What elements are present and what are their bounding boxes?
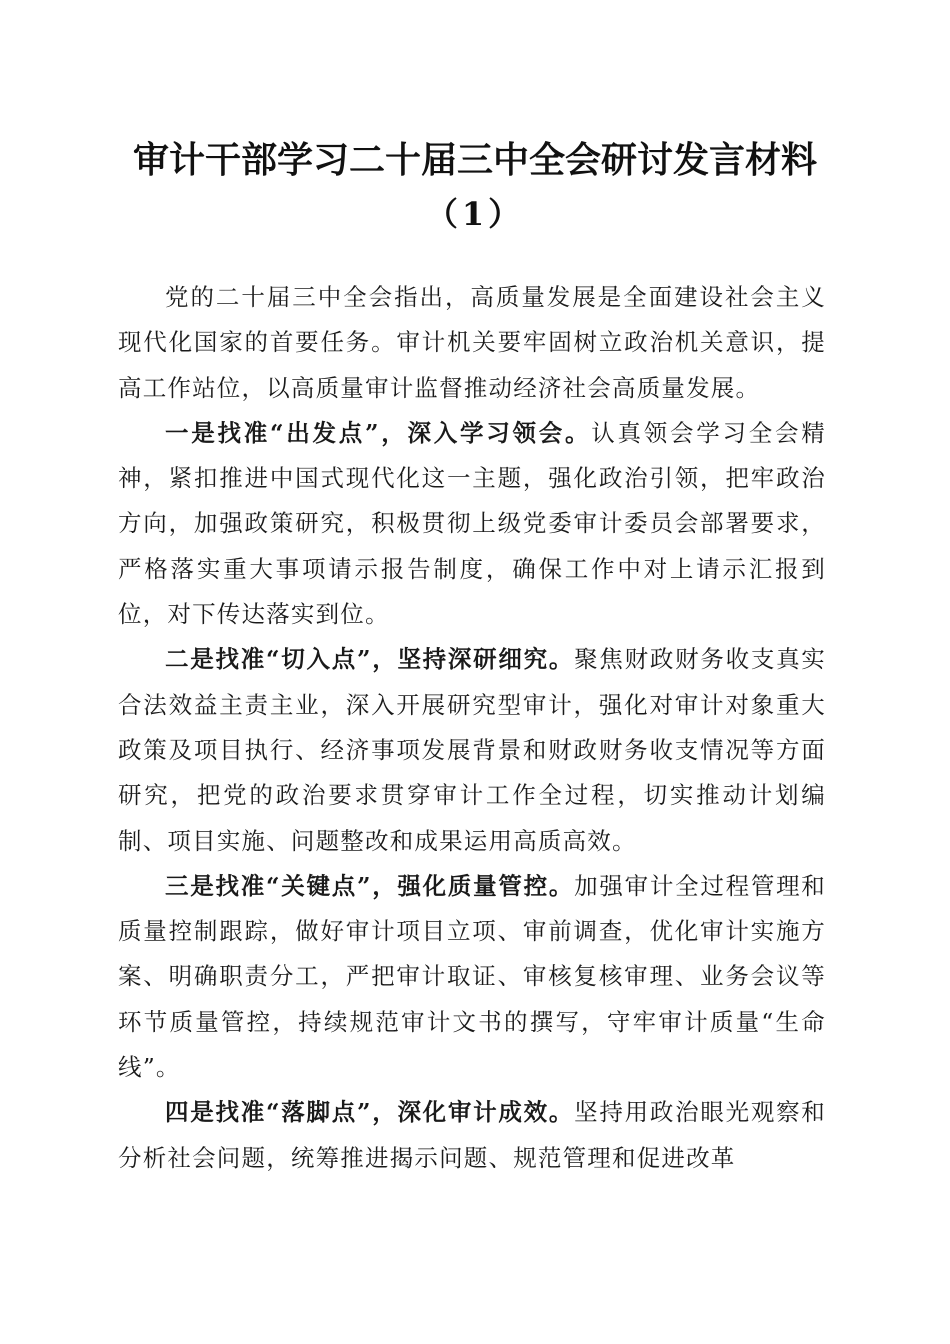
- point-4-text: 坚持用政治眼光观察和分析社会问题，统筹推进揭示问题、规范管理和促进改革: [118, 1098, 827, 1172]
- point-2-lead: 二是找准“切入点”，坚持深研细究。: [165, 645, 575, 674]
- point-1-text: 认真领会学习全会精神，紧扣推进中国式现代化这一主题，强化政治引领，把牢政治方向，加强政策研究，积极贯彻上级党委审计委员会部署要求，严格落实重大事项请示报告制度，确保工作中对上请示汇报到位，对下传达落实到位。: [118, 418, 826, 629]
- point-1-lead: 一是找准“出发点”，深入学习领会。: [165, 418, 592, 447]
- point-3-text: 加强审计全过程管理和质量控制跟踪，做好审计项目立项、审前调查，优化审计实施方案、明确职责分工，严把审计取证、审核复核审理、业务会议等环节质量管控，持续规范审计文书的撰写，守牢审计质量“生命线”。: [118, 871, 827, 1082]
- point-paragraph-1: [118, 411, 826, 637]
- document-title: 审计干部学习二十届三中全会研讨发言材料: [132, 139, 817, 181]
- point-paragraph-4: [118, 1090, 826, 1181]
- point-4-lead: 四是找准“落脚点”，深化审计成效。: [165, 1098, 575, 1127]
- document-title-number: （1）: [425, 195, 525, 233]
- point-3-lead: 三是找准“关键点”，强化质量管控。: [165, 871, 575, 900]
- point-paragraph-2: [118, 637, 826, 863]
- point-2-text: 聚焦财政财务收支真实合法效益主责主业，深入开展研究型审计，强化对审计对象重大政策及项目执行、经济事项发展背景和财政财务收支情况等方面研究，把党的政治要求贯穿审计工作全过程，切实推动计划编制、项目实施、问题整改和成果运用高质高效。: [118, 645, 827, 855]
- intro-paragraph: 党的二十届三中全会指出，高质量发展是全面建设社会主义现代化国家的首要任务。审计机关要牢固树立政治机关意识，提高工作站位，以高质量审计监督推动经济社会高质量发展。: [118, 283, 826, 402]
- document-body: [118, 275, 826, 1181]
- point-paragraph-3: [118, 864, 826, 1090]
